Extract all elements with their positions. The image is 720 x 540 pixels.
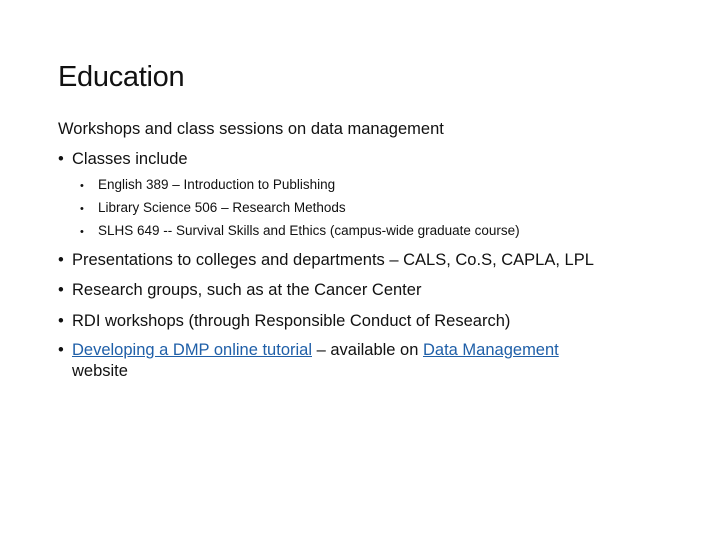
bullet-research-groups: [58, 280, 421, 301]
sub-bullet-marker: •: [80, 180, 84, 192]
bullet-classes-text: Classes include: [72, 150, 188, 168]
bullet-rdi-text: RDI workshops (through Responsible Conduct of Research): [72, 312, 511, 330]
bullet-presentations-text: Presentations to colleges and departments – CALS, Co.S, CAPLA, LPL: [72, 251, 594, 269]
sub-bullet-english: [80, 176, 335, 194]
bullet-rdi: [58, 311, 510, 332]
sub-bullet-slhs: [80, 222, 520, 240]
sub-bullet-english-text: English 389 – Introduction to Publishing: [98, 177, 336, 192]
sub-bullet-library: [80, 199, 346, 217]
bullet-marker: •: [58, 251, 64, 269]
sub-bullet-library-text: Library Science 506 – Research Methods: [98, 200, 346, 215]
bullet-marker: •: [58, 150, 64, 168]
bullet-marker: •: [58, 341, 64, 359]
dmp-tutorial-middle-text: – available on: [312, 341, 423, 359]
bullet-classes: [58, 149, 188, 170]
bullet-marker: •: [58, 281, 64, 299]
intro-text: Workshops and class sessions on data management: [58, 120, 444, 138]
bullet-research-groups-text: Research groups, such as at the Cancer Center: [72, 281, 422, 299]
slide-title: Education: [58, 61, 185, 93]
sub-bullet-marker: •: [80, 203, 84, 215]
dmp-tutorial-link[interactable]: Developing a DMP online tutorial: [72, 341, 312, 359]
bullet-presentations: [58, 250, 594, 271]
dmp-tutorial-tail-text: website: [72, 362, 128, 381]
bullet-marker: •: [58, 312, 64, 330]
sub-bullet-slhs-text: SLHS 649 -- Survival Skills and Ethics (campus-wide graduate course): [98, 223, 520, 238]
bullet-dmp-tutorial: [58, 340, 658, 383]
sub-bullet-marker: •: [80, 226, 84, 238]
data-management-link[interactable]: Data Management: [423, 341, 559, 359]
